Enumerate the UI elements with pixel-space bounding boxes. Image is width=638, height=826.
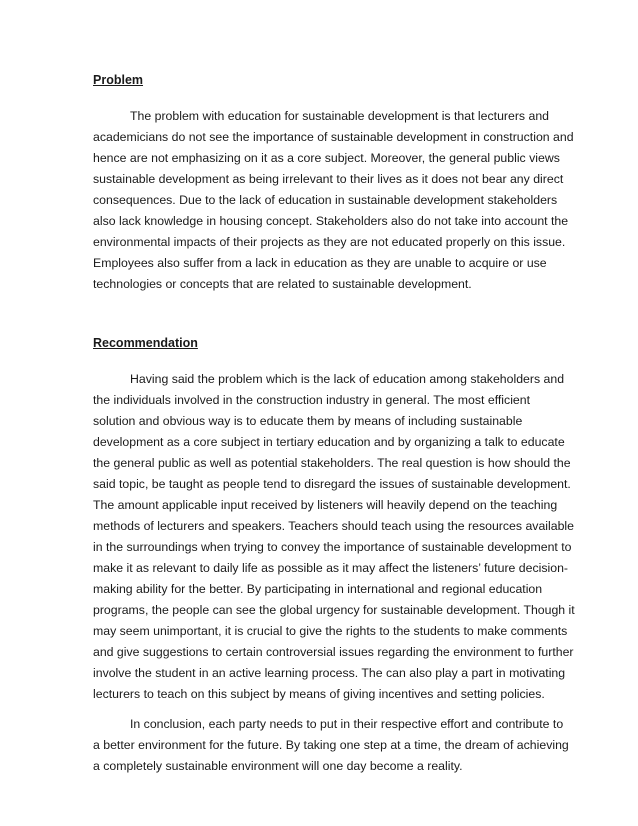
conclusion-line: In conclusion, each party needs to put in their respective effort and contribute to [130, 717, 564, 731]
problem-line: sustainable development as being irrelevant to their lives as it does not bear any direct [93, 172, 564, 186]
recommendation-heading: Recommendation [93, 336, 198, 350]
problem-line: The problem with education for sustainable development is that lecturers and [130, 109, 550, 123]
recommendation-line: the individuals involved in the construction industry in general. The most efficient [93, 393, 531, 407]
conclusion-line: a better environment for the future. By taking one step at a time, the dream of achieving [93, 738, 569, 752]
problem-line: also lack knowledge in housing concept. Stakeholders also do not take into account the [93, 214, 569, 228]
recommendation-line: development as a core subject in tertiary education and by organizing a talk to educate [93, 435, 565, 449]
problem-line: environmental impacts of their projects as they are not educated properly on this issue. [93, 235, 566, 249]
recommendation-line: Having said the problem which is the lack of education among stakeholders and [130, 372, 565, 386]
problem-line: hence are not emphasizing on it as a core subject. Moreover, the general public views [93, 151, 560, 165]
recommendation-line: solution and obvious way is to educate them by means of including sustainable [93, 414, 523, 428]
recommendation-line: make it as relevant to daily life as possible as it may affect the listeners’ future decision- [93, 561, 569, 575]
recommendation-line: programs, the people can see the global urgency for sustainable development. Though it [93, 603, 575, 617]
conclusion-line: a completely sustainable environment will one day become a reality. [93, 759, 463, 773]
problem-line: technologies or concepts that are related to sustainable development. [93, 277, 472, 291]
recommendation-line: making ability for the better. By participating in international and regional education [93, 582, 543, 596]
problem-heading: Problem [93, 73, 144, 87]
problem-line: Employees also suffer from a lack in education as they are unable to acquire or use [93, 256, 547, 270]
problem-line: academicians do not see the importance of sustainable development in construction and [93, 130, 574, 144]
recommendation-line: may seem unimportant, it is crucial to give the rights to the students to make comments [93, 624, 568, 638]
recommendation-line: involve the student in an active learning process. The can also play a part in motivating [93, 666, 566, 680]
problem-line: consequences. Due to the lack of education in sustainable development stakeholders [93, 193, 558, 207]
recommendation-line: lecturers to teach on this subject by means of giving incentives and setting policies. [93, 687, 545, 701]
recommendation-line: the general public as well as potential stakeholders. The real question is how should the [93, 456, 571, 470]
recommendation-line: methods of lecturers and speakers. Teachers should teach using the resources available [93, 519, 574, 533]
recommendation-line: The amount applicable input received by listeners will heavily depend on the teaching [93, 498, 558, 512]
recommendation-line: and give suggestions to certain controversial issues regarding the environment to further [93, 645, 574, 659]
recommendation-line: said topic, be taught as people tend to disregard the issues of sustainable development. [93, 477, 571, 491]
recommendation-line: in the surroundings when trying to convey the importance of sustainable development to [93, 540, 572, 554]
